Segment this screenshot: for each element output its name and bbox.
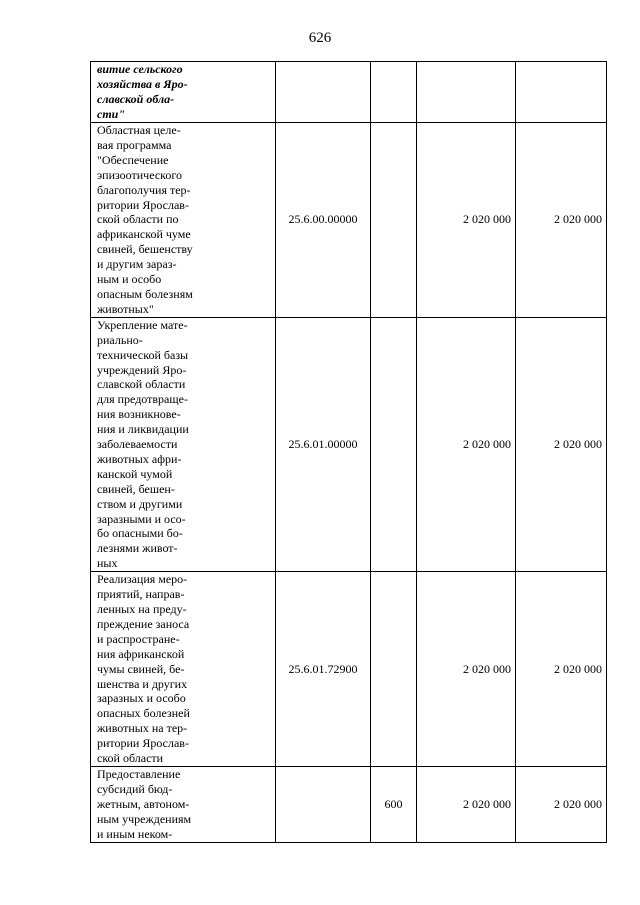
budget-table (90, 61, 607, 843)
row-amount-1: 2 020 000 (417, 572, 516, 767)
row-amount-2: 2 020 000 (516, 317, 607, 571)
row-name: Укрепление мате- риально- технической базы учреждений Яро- славской области для предотвраще- ния возникнове- ния и ликвидации заболеваемости животных афри- канской чумой свиней, бешен- ством и другими заразными и осо- бо опасными бо- лезнями живот- ных (91, 317, 276, 571)
row-code: 25.6.01.72900 (276, 572, 371, 767)
row-expense-type (371, 62, 417, 123)
table-row (91, 123, 607, 318)
row-amount-2 (516, 62, 607, 123)
row-name: Реализация меро- приятий, направ- ленных на преду- преждение заноса и распростране- ния африканской чумы свиней, бе- шенства и других заразных и особо опасных болезней животных на тер- ритории Ярослав- ской области (91, 572, 276, 767)
row-amount-2: 2 020 000 (516, 766, 607, 842)
row-amount-1: 2 020 000 (417, 123, 516, 318)
row-name: Областная целе- вая программа "Обеспечение эпизоотического благополучия тер- ритории Ярослав- ской области по африканской чуме свиней, бешенству и другим зараз- ным и особо опасным болезням животных" (91, 123, 276, 318)
table-row (91, 62, 607, 123)
row-name: Предоставление субсидий бюд- жетным, автоном- ным учреждениям и иным неком- (91, 766, 276, 842)
row-expense-type (371, 572, 417, 767)
row-expense-type (371, 317, 417, 571)
row-code: 25.6.00.00000 (276, 123, 371, 318)
table-row (91, 572, 607, 767)
row-code: 25.6.01.00000 (276, 317, 371, 571)
row-amount-2: 2 020 000 (516, 572, 607, 767)
row-expense-type: 600 (371, 766, 417, 842)
row-code (276, 62, 371, 123)
page-number: 626 (308, 30, 332, 46)
row-expense-type (371, 123, 417, 318)
row-name: витие сельского хозяйства в Яро- славской обла- сти" (91, 62, 276, 123)
row-amount-1 (417, 62, 516, 123)
row-amount-2: 2 020 000 (516, 123, 607, 318)
row-code (276, 766, 371, 842)
table-row (91, 766, 607, 842)
row-amount-1: 2 020 000 (417, 766, 516, 842)
table-row (91, 317, 607, 571)
row-amount-1: 2 020 000 (417, 317, 516, 571)
